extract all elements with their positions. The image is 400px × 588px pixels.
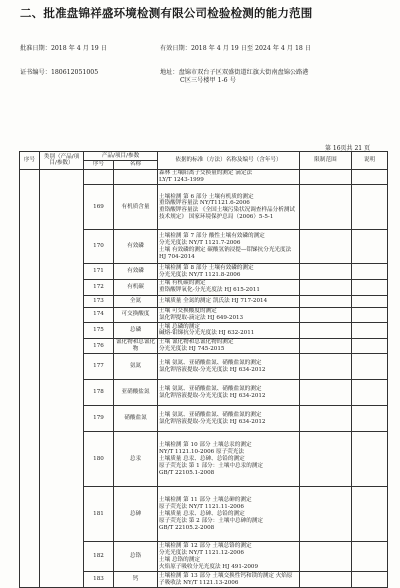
item-number <box>84 169 114 185</box>
address: 地址：盘锦市双台子区双盛街道红旗大街南盘锦公路港 C区三号楼甲 1-6 号 <box>160 69 309 84</box>
note-cell <box>352 354 388 380</box>
limit-cell <box>300 354 352 380</box>
note-cell <box>352 264 388 280</box>
note-cell <box>352 230 388 264</box>
limit-cell <box>300 380 352 406</box>
item-name: 总砷 <box>114 487 158 542</box>
method-line: 土壤检测 第 8 部分 土壤有效磷的测定 <box>159 264 254 271</box>
limit-cell <box>300 323 352 339</box>
method-line: 土壤质量 总汞、总砷、总铅的测定 <box>159 510 245 517</box>
method-cell <box>158 295 300 307</box>
certificate-number: 证书编号：180612051005 <box>20 69 99 76</box>
header-product: 产品/项目/参数 <box>84 152 158 161</box>
method-cell <box>158 279 300 295</box>
method-line: 碱熔-钼锑抗分光光度法 HJ 632-2011 <box>159 330 255 337</box>
method-line: 森林 土壤阳离子交换量的测定 滴定法 <box>159 170 253 177</box>
method-cell <box>158 487 300 542</box>
method-line: 原子荧光法 第 2 部分：土壤中总砷的测定 <box>159 517 263 524</box>
method-cell <box>158 542 300 572</box>
limit-cell <box>300 230 352 264</box>
method-line: 分光光度法 NY/T 1121.7-2006 <box>159 239 241 246</box>
table-row <box>20 169 388 185</box>
limit-cell <box>300 572 352 588</box>
page-number: 第 16页共 21 页 <box>325 145 370 152</box>
method-line: 原子荧光法 NY/T 1121.11-2006 <box>159 504 244 511</box>
item-number: 172 <box>84 279 114 295</box>
method-cell <box>158 572 300 588</box>
method-cell <box>158 380 300 406</box>
method-line: 氯化钾溶液提取-分光光度法 HJ 634-2012 <box>159 392 266 399</box>
method-cell <box>158 338 300 354</box>
note-cell <box>352 307 388 323</box>
note-cell <box>352 542 388 572</box>
item-number: 178 <box>84 380 114 406</box>
item-name: 硝酸盐氮 <box>114 406 158 432</box>
method-cell <box>158 307 300 323</box>
limit-cell <box>300 307 352 323</box>
method-line: LY/T 1243-1999 <box>159 176 204 183</box>
limit-cell <box>300 185 352 230</box>
method-line: 土壤 有效磷的测定 碳酸氢钠浸提—钼锑抗分光光度法 HJ 704-2014 <box>159 246 292 260</box>
item-name: 总磷 <box>114 323 158 339</box>
item-number: 175 <box>84 323 114 339</box>
method-line: 土壤 氰化物和总氰化物的测定 <box>159 339 234 346</box>
method-line: 原子荧光法 第 1 部分：土壤中总汞的测定 <box>159 462 263 469</box>
header-method: 依据的标准（方法）名称及编号（含年号） <box>158 152 300 170</box>
limit-cell <box>300 338 352 354</box>
note-cell <box>352 279 388 295</box>
method-line: 分光光度法 NY/T 1121.8-2006 <box>159 271 241 278</box>
approval-date: 批准日期：2018 年 4 月 19 日 <box>20 45 107 52</box>
item-number: 182 <box>84 542 114 572</box>
item-name: 全氮 <box>114 295 158 307</box>
item-number: 176 <box>84 338 114 354</box>
item-name: 有机碳 <box>114 279 158 295</box>
note-cell <box>352 169 388 185</box>
category-cell <box>40 169 84 587</box>
method-line: 土壤 氨氮、亚硝酸盐氮、硝酸盐氮的测定 <box>159 412 262 419</box>
method-line: 土壤检测 第 11 部分 土壤总砷的测定 <box>159 497 252 504</box>
note-cell <box>352 487 388 542</box>
method-line: 重铬酸钾容量法 《全国土壤污染状况调查样品分析测试技术规定》 国家环境保护总局（2006）5-5-1 <box>159 207 296 221</box>
limit-cell <box>300 169 352 185</box>
note-cell <box>352 432 388 487</box>
method-line: 重铬酸钾氧化-分光光度法 HJ 615-2011 <box>159 287 260 294</box>
item-number: 173 <box>84 295 114 307</box>
method-line: 分光光度法 NY/T 1121.12-2006 <box>159 550 244 557</box>
seq-cell <box>20 169 40 587</box>
method-line: 土壤 总磷的测定 <box>159 323 200 330</box>
note-cell <box>352 323 388 339</box>
method-cell <box>158 354 300 380</box>
method-line: 土壤检测 第 10 部分 土壤总汞的测定 <box>159 442 252 449</box>
header-category: 类别（产品/项目/参数） <box>40 152 84 170</box>
limit-cell <box>300 295 352 307</box>
method-line: 土壤检测 第 6 部分 土壤有机质的测定 <box>159 193 254 200</box>
limit-cell <box>300 279 352 295</box>
method-line: 土壤检测 第 12 部分 土壤总铬的测定 <box>159 543 252 550</box>
item-name: 总铬 <box>114 542 158 572</box>
item-number: 174 <box>84 307 114 323</box>
method-line: 土壤检测 第 13 部分 土壤交换性钙和镁的测定 火焰原子吸收法 NY/T 1121.13-2006 <box>159 572 293 586</box>
method-line: 土壤 有机碳的测定 <box>159 280 206 287</box>
method-line: 火焰原子吸收分光光度法 HJ 491-2009 <box>159 563 259 570</box>
method-line: 土壤质量 总汞、总砷、总铅的测定 <box>159 455 245 462</box>
limit-cell <box>300 542 352 572</box>
note-cell <box>352 380 388 406</box>
note-cell <box>352 338 388 354</box>
item-number: 177 <box>84 354 114 380</box>
item-number: 170 <box>84 230 114 264</box>
method-line: 土壤 氨氮、亚硝酸盐氮、硝酸盐氮的测定 <box>159 386 262 393</box>
method-line: 氯化钾提取-滴定法 HJ 649-2013 <box>159 314 244 321</box>
header-product-no: 序号 <box>84 160 114 169</box>
method-cell <box>158 264 300 280</box>
item-name: 氨氮 <box>114 354 158 380</box>
header-limit: 限制范围 <box>300 152 352 170</box>
item-number: 169 <box>84 185 114 230</box>
section-heading: 二、批准盘锦祥盛环境检测有限公司检验检测的能力范围 <box>20 6 313 20</box>
method-line: 重铬酸钾容量法 NY/T1121.6-2006 <box>159 200 250 207</box>
limit-cell <box>300 487 352 542</box>
note-cell <box>352 295 388 307</box>
method-line: 土壤 总铬的测定 <box>159 556 200 563</box>
item-number: 180 <box>84 432 114 487</box>
method-line: 土壤质量 全氮的测定 凯氏法 HJ 717-2014 <box>159 297 268 304</box>
header-product-name: 名称 <box>114 160 158 169</box>
method-cell <box>158 230 300 264</box>
item-name: 总汞 <box>114 432 158 487</box>
method-line: GB/T 22105.2-2008 <box>159 524 215 531</box>
table-body <box>20 169 388 587</box>
item-name: 有效磷 <box>114 230 158 264</box>
method-line: 分光光度法 HJ 745-2015 <box>159 346 225 353</box>
item-name: 氰化物和总氰化物 <box>114 338 158 354</box>
method-cell <box>158 406 300 432</box>
limit-cell <box>300 432 352 487</box>
item-name <box>114 169 158 185</box>
limit-cell <box>300 406 352 432</box>
header-note: 说明 <box>352 152 388 170</box>
method-line: 土壤检测 第 7 部分 酸性土壤有效磷的测定 <box>159 233 265 240</box>
method-line: 氯化钾溶液提取-分光光度法 HJ 634-2012 <box>159 366 266 373</box>
item-name: 亚硝酸盐氮 <box>114 380 158 406</box>
method-cell <box>158 432 300 487</box>
header-seq: 序号 <box>20 152 40 170</box>
method-cell <box>158 323 300 339</box>
valid-period: 有效日期：2018 年 4 月 19 日至 2024 年 4 月 18 日 <box>160 45 311 52</box>
item-name: 有机质含量 <box>114 185 158 230</box>
item-number: 179 <box>84 406 114 432</box>
method-line: 氯化钾溶液提取-分光光度法 HJ 634-2012 <box>159 418 266 425</box>
item-name: 有效磷 <box>114 264 158 280</box>
method-line: NY/T 1121.10-2006 原子荧光法 <box>159 449 244 456</box>
item-number: 181 <box>84 487 114 542</box>
method-line: 土壤 氨氮、亚硝酸盐氮、硝酸盐氮的测定 <box>159 360 262 367</box>
method-line: 土壤 可交换酸度的测定 <box>159 308 217 314</box>
item-name: 钙 <box>114 572 158 588</box>
note-cell <box>352 406 388 432</box>
method-cell <box>158 169 300 185</box>
item-name: 可交换酸度 <box>114 307 158 323</box>
item-number: 171 <box>84 264 114 280</box>
method-line: GB/T 22105.1-2008 <box>159 469 215 476</box>
capability-table <box>19 151 388 588</box>
note-cell <box>352 572 388 588</box>
note-cell <box>352 185 388 230</box>
item-number: 183 <box>84 572 114 588</box>
method-cell <box>158 185 300 230</box>
limit-cell <box>300 264 352 280</box>
